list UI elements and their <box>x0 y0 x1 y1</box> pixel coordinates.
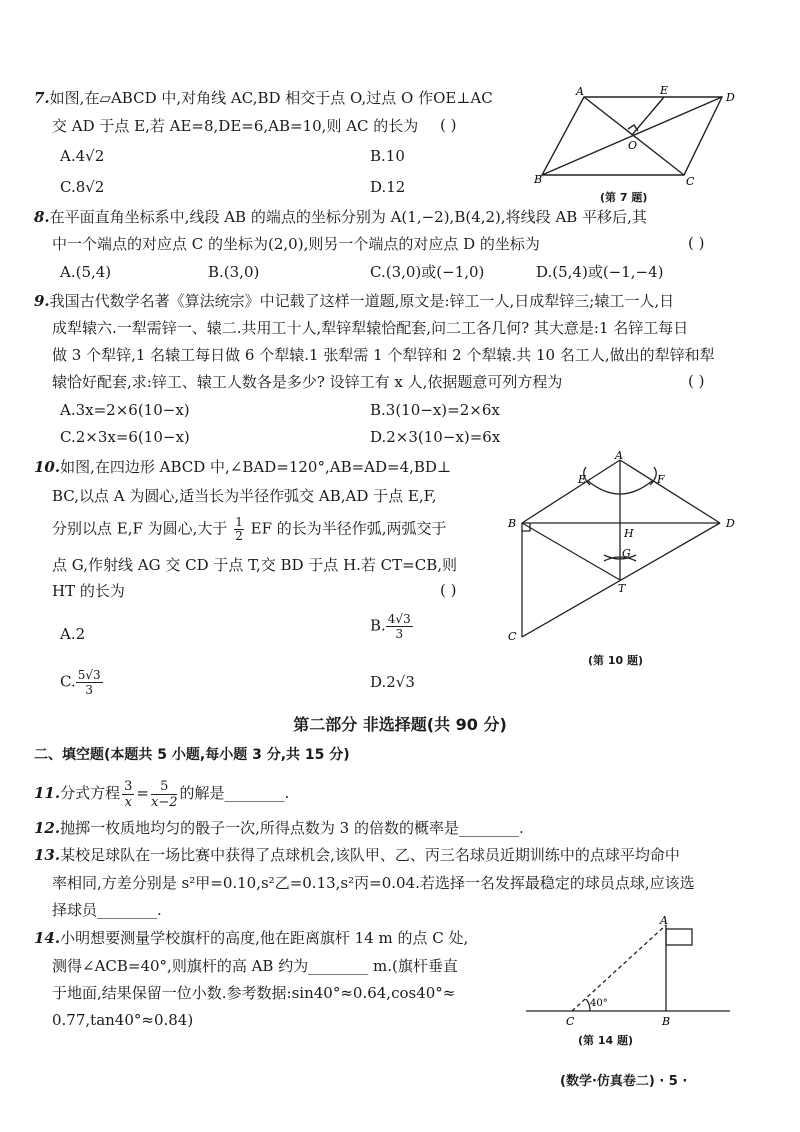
q8-line1 <box>34 207 647 227</box>
q14-label-b: B <box>662 1015 671 1028</box>
q12-number: 12. <box>34 819 61 837</box>
q8-text-1: 在平面直角坐标系中,线段 AB 的端点的坐标分别为 A(1,−2),B(4,2),将线段 AB 平移后,其 <box>49 208 647 226</box>
q7-text-1: 如图,在▱ABCD 中,对角线 AC,BD 相交于点 O,过点 O 作OE⊥AC <box>49 89 493 107</box>
page-footer: (数学·仿真卷二) · 5 · <box>560 1074 688 1089</box>
q10-label-c: C <box>508 630 517 643</box>
q8-option-c: C.(3,0)或(−1,0) <box>370 263 485 281</box>
q13-number: 13. <box>34 846 61 864</box>
q10-option-a: A.2 <box>60 625 86 643</box>
q14-figure <box>520 915 740 1030</box>
q14-text-1: 小明想要测量学校旗杆的高度,他在距离旗杆 14 m 的点 C 处, <box>60 929 469 947</box>
q7-label-o: O <box>628 139 638 152</box>
q10-label-d: D <box>726 517 735 530</box>
q8-option-b: B.(3,0) <box>208 263 260 281</box>
part2-title: 第二部分 非选择题(共 90 分) <box>293 715 507 734</box>
q7-line1 <box>34 88 493 108</box>
q8-line2: 中一个端点的对应点 C 的坐标为(2,0),则另一个端点的对应点 D 的坐标为 <box>52 235 540 253</box>
q11-text-post: 的解是________. <box>179 784 290 802</box>
q10-option-d: D.2√3 <box>370 673 415 691</box>
q13-text-1: 某校足球队在一场比赛中获得了点球机会,该队甲、乙、丙三名球员近期训练中的点球平均命中 <box>60 846 680 864</box>
q14-line4: 0.77,tan40°≈0.84) <box>52 1011 194 1029</box>
q7-label-d: D <box>726 91 735 104</box>
q10-label-g: G <box>622 547 631 560</box>
q10-option-b-den: 3 <box>395 627 404 641</box>
q10-option-c <box>60 668 103 697</box>
q12-line <box>34 818 524 838</box>
q10-line2: BC,以点 A 为圆心,适当长为半径作弧交 AB,AD 于点 E,F, <box>52 487 437 505</box>
q13-line2: 率相同,方差分别是 s²甲=0.10,s²乙=0.13,s²丙=0.04.若选择一名发挥最稳定的球员点球,应该选 <box>52 874 695 892</box>
q9-line2: 成犁辕六.一犁需锌一、辕二.共用工十人,犁锌犁辕恰配套,问二工各几何? 其大意是:1 名锌工每日 <box>52 319 689 337</box>
q9-option-a: A.3x=2×6(10−x) <box>60 401 190 419</box>
q11-text-pre: 分式方程 <box>60 784 121 802</box>
q10-option-b-prefix: B. <box>370 616 386 635</box>
q9-answer-paren: ( ) <box>688 372 705 390</box>
q7-option-d: D.12 <box>370 178 406 196</box>
q9-line3: 做 3 个犁锌,1 名辕工每日做 6 个犁辕.1 张犁需 1 个犁锌和 2 个犁辕.共 10 名工人,做出的犁锌和犁 <box>52 346 715 364</box>
q8-option-d: D.(5,4)或(−1,−4) <box>536 263 664 281</box>
q9-number: 9. <box>34 292 50 310</box>
q14-label-a: A <box>660 915 668 927</box>
q11-fraction-1 <box>122 779 134 810</box>
q9-option-d: D.2×3(10−x)=6x <box>370 428 501 446</box>
q9-option-b: B.3(10−x)=2×6x <box>370 401 500 419</box>
q10-option-c-prefix: C. <box>60 672 76 691</box>
q10-label-b: B <box>508 517 517 530</box>
q11-number: 11. <box>34 784 61 802</box>
q7-label-a: A <box>576 85 584 98</box>
q11-f2-den: x−2 <box>150 794 178 810</box>
q10-line1 <box>34 457 451 477</box>
q11-line <box>34 776 289 810</box>
q10-line4: 点 G,作射线 AG 交 CD 于点 T,交 BD 于点 H.若 CT=CB,则 <box>52 556 458 574</box>
q9-option-c: C.2×3x=6(10−x) <box>60 428 190 446</box>
q7-figure-caption: (第 7 题) <box>600 191 648 204</box>
q10-label-h: H <box>624 527 634 540</box>
q13-line3: 择球员________. <box>52 901 162 919</box>
q8-answer-paren: ( ) <box>688 234 705 252</box>
q10-option-b-fraction <box>386 612 413 641</box>
q8-option-a: A.(5,4) <box>60 263 112 281</box>
q12-text: 抛掷一枚质地均匀的骰子一次,所得点数为 3 的倍数的概率是________. <box>60 819 524 837</box>
q14-figure-caption: (第 14 题) <box>578 1034 634 1047</box>
q10-half-fraction <box>234 516 244 543</box>
q10-label-t: T <box>618 582 626 595</box>
q10-option-c-fraction <box>76 668 103 697</box>
q9-line1 <box>34 291 674 311</box>
q7-label-c: C <box>686 175 695 188</box>
q13-line1 <box>34 845 680 865</box>
q10-frac-num: 1 <box>235 515 243 529</box>
q10-option-c-num: 5√3 <box>77 668 101 682</box>
q14-label-c: C <box>566 1015 575 1028</box>
q7-option-b: B.10 <box>370 147 405 165</box>
q11-equals: = <box>136 784 149 802</box>
q10-figure <box>500 445 760 650</box>
q7-label-e: E <box>660 85 669 97</box>
q10-frac-den: 2 <box>235 529 243 543</box>
section2-title: 二、填空题(本题共 5 小题,每小题 3 分,共 15 分) <box>34 747 350 763</box>
q9-line4: 辕恰好配套,求:锌工、辕工人数各是多少? 设锌工有 x 人,依据题意可列方程为 <box>52 373 563 391</box>
q7-label-b: B <box>534 173 543 186</box>
q14-line2: 测得∠ACB=40°,则旗杆的高 AB 约为________ m.(旗杆垂直 <box>52 957 458 975</box>
q11-f1-num: 3 <box>124 778 133 794</box>
q7-figure <box>520 85 750 205</box>
q10-option-c-den: 3 <box>85 683 93 697</box>
q10-option-b <box>370 612 413 641</box>
q14-line3: 于地面,结果保留一位小数.参考数据:sin40°≈0.64,cos40°≈ <box>52 984 456 1002</box>
q10-label-e: E <box>578 473 587 486</box>
q14-line1 <box>34 928 468 948</box>
q7-number: 7. <box>34 89 50 107</box>
q8-number: 8. <box>34 208 50 226</box>
q10-figure-caption: (第 10 题) <box>588 654 644 667</box>
q7-answer-paren: ( ) <box>440 116 457 134</box>
q10-line5: HT 的长为 <box>52 582 125 600</box>
q11-f2-num: 5 <box>151 779 178 795</box>
q11-f1-den: x <box>124 794 132 810</box>
q10-answer-paren: ( ) <box>440 581 457 599</box>
q10-text-1: 如图,在四边形 ABCD 中,∠BAD=120°,AB=AD=4,BD⊥ <box>60 458 452 476</box>
q10-text-3a: 分别以点 E,F 为圆心,大于 <box>52 519 228 538</box>
q11-fraction-2 <box>151 779 178 810</box>
q10-label-a: A <box>615 449 623 462</box>
q14-number: 14. <box>34 929 61 947</box>
q14-angle-label: 40° <box>590 998 608 1009</box>
q7-line2: 交 AD 于点 E,若 AE=8,DE=6,AB=10,则 AC 的长为 <box>52 117 419 135</box>
q10-option-b-num: 4√3 <box>387 612 411 626</box>
q10-line3 <box>52 516 447 543</box>
q10-number: 10. <box>34 458 61 476</box>
q9-text-1: 我国古代数学名著《算法统宗》中记载了这样一道题,原文是:锌工一人,日成犁锌三;辕工一人,日 <box>49 292 675 310</box>
q7-option-a: A.4√2 <box>60 147 105 165</box>
q10-label-f: F <box>657 473 665 486</box>
q10-text-3b: EF 的长为半径作弧,两弧交于 <box>250 519 447 538</box>
q7-option-c: C.8√2 <box>60 178 105 196</box>
